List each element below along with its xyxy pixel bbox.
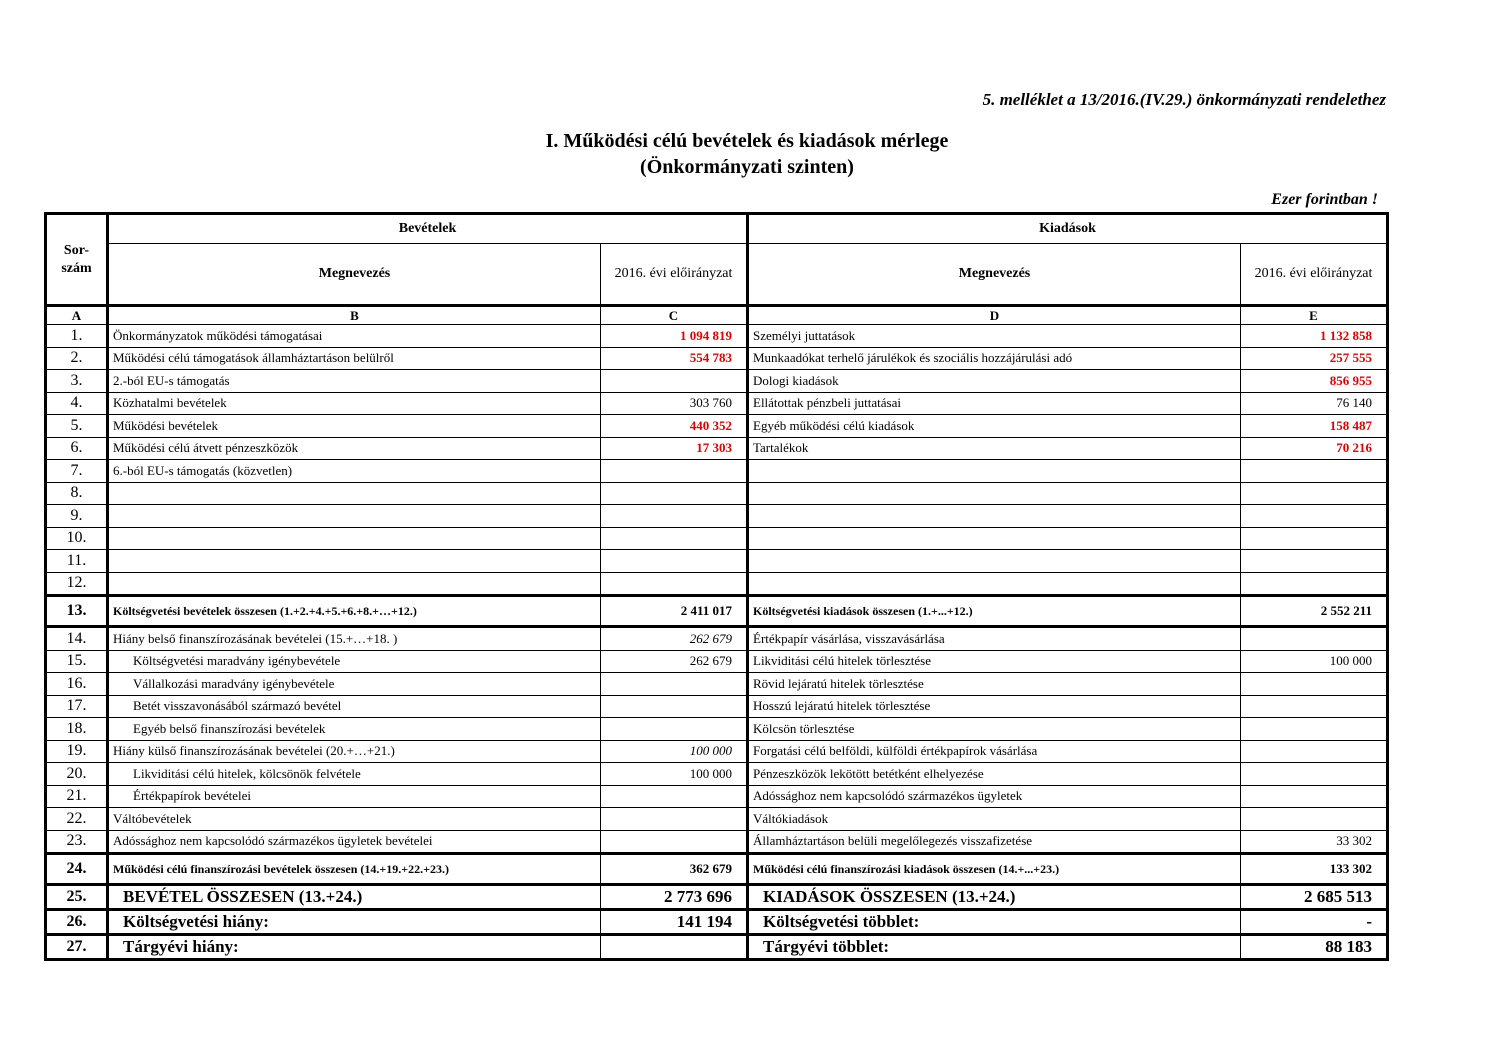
income-name: 2.-ból EU-s támogatás xyxy=(108,370,601,393)
row-number: 23. xyxy=(46,830,108,854)
header-income-name: Megnevezés xyxy=(108,244,601,306)
letter-a: A xyxy=(46,306,108,325)
expense-value xyxy=(1241,572,1388,596)
expense-name: Tartalékok xyxy=(748,437,1241,460)
expense-name xyxy=(748,505,1241,528)
expense-name: Ellátottak pénzbeli juttatásai xyxy=(748,392,1241,415)
expense-value xyxy=(1241,695,1388,718)
table-row xyxy=(46,572,1388,596)
row-number: 5. xyxy=(46,415,108,438)
header-income-group: Bevételek xyxy=(108,214,748,244)
income-value: 362 679 xyxy=(601,854,748,885)
header-expense-name: Megnevezés xyxy=(748,244,1241,306)
income-value: 2 411 017 xyxy=(601,596,748,627)
income-value: 100 000 xyxy=(601,740,748,763)
expense-value: 158 487 xyxy=(1241,415,1388,438)
letter-b: B xyxy=(108,306,601,325)
expense-name: Adóssághoz nem kapcsolódó származékos ügyletek xyxy=(748,785,1241,808)
table-row xyxy=(46,415,1388,438)
income-name: Egyéb belső finanszírozási bevételek xyxy=(108,718,601,741)
income-name: Adóssághoz nem kapcsolódó származékos ügyletek bevételei xyxy=(108,830,601,854)
expense-value xyxy=(1241,763,1388,786)
income-value: 303 760 xyxy=(601,392,748,415)
expense-name: Költségvetési kiadások összesen (1.+...+12.) xyxy=(748,596,1241,627)
expense-name xyxy=(748,527,1241,550)
expense-value xyxy=(1241,808,1388,831)
expense-value xyxy=(1241,550,1388,573)
row-number: 13. xyxy=(46,596,108,627)
table-row xyxy=(46,885,1388,910)
letter-c: C xyxy=(601,306,748,325)
table-row xyxy=(46,935,1388,960)
income-value xyxy=(601,505,748,528)
expense-value xyxy=(1241,627,1388,651)
income-name xyxy=(108,550,601,573)
row-number: 17. xyxy=(46,695,108,718)
income-name: Költségvetési hiány: xyxy=(108,910,601,935)
expense-value xyxy=(1241,718,1388,741)
table-row xyxy=(46,650,1388,673)
row-number: 12. xyxy=(46,572,108,596)
income-value: 440 352 xyxy=(601,415,748,438)
expense-name: Értékpapír vásárlása, visszavásárlása xyxy=(748,627,1241,651)
table-row xyxy=(46,370,1388,393)
expense-value xyxy=(1241,673,1388,696)
income-value: 100 000 xyxy=(601,763,748,786)
income-value xyxy=(601,527,748,550)
expense-name: Kölcsön törlesztése xyxy=(748,718,1241,741)
table-row xyxy=(46,695,1388,718)
income-value: 262 679 xyxy=(601,650,748,673)
table-row xyxy=(46,830,1388,854)
expense-name: Működési célú finanszírozási kiadások összesen (14.+...+23.) xyxy=(748,854,1241,885)
expense-name: Rövid lejáratú hitelek törlesztése xyxy=(748,673,1241,696)
income-name: Hiány külső finanszírozásának bevételei (20.+…+21.) xyxy=(108,740,601,763)
income-value: 17 303 xyxy=(601,437,748,460)
header-sorszam: Sor- szám xyxy=(46,214,108,306)
row-number: 8. xyxy=(46,482,108,505)
income-name: Működési célú finanszírozási bevételek összesen (14.+19.+22.+23.) xyxy=(108,854,601,885)
row-number: 7. xyxy=(46,460,108,483)
header-expense-group: Kiadások xyxy=(748,214,1388,244)
income-name: Váltóbevételek xyxy=(108,808,601,831)
expense-name: Költségvetési többlet: xyxy=(748,910,1241,935)
table-row xyxy=(46,325,1388,348)
income-value xyxy=(601,460,748,483)
expense-name: Pénzeszközök lekötött betétként elhelyezése xyxy=(748,763,1241,786)
expense-name: Likviditási célú hitelek törlesztése xyxy=(748,650,1241,673)
expense-name: Egyéb működési célú kiadások xyxy=(748,415,1241,438)
row-number: 25. xyxy=(46,885,108,910)
title-line-1: I. Működési célú bevételek és kiadások mérlege xyxy=(545,130,949,152)
income-name: Költségvetési maradvány igénybevétele xyxy=(108,650,601,673)
expense-value: 88 183 xyxy=(1241,935,1388,960)
row-number: 2. xyxy=(46,347,108,370)
row-number: 4. xyxy=(46,392,108,415)
expense-name xyxy=(748,572,1241,596)
row-number: 20. xyxy=(46,763,108,786)
row-number: 27. xyxy=(46,935,108,960)
income-name xyxy=(108,482,601,505)
income-name: Önkormányzatok működési támogatásai xyxy=(108,325,601,348)
row-number: 22. xyxy=(46,808,108,831)
expense-value: 257 555 xyxy=(1241,347,1388,370)
expense-name: Államháztartáson belüli megelőlegezés visszafizetése xyxy=(748,830,1241,854)
table-row xyxy=(46,673,1388,696)
expense-value: 2 552 211 xyxy=(1241,596,1388,627)
income-value xyxy=(601,572,748,596)
row-number: 26. xyxy=(46,910,108,935)
table-row xyxy=(46,808,1388,831)
row-number: 9. xyxy=(46,505,108,528)
income-value: 1 094 819 xyxy=(601,325,748,348)
income-name: Értékpapírok bevételei xyxy=(108,785,601,808)
expense-value xyxy=(1241,460,1388,483)
income-name: Működési célú támogatások államháztartáson belülről xyxy=(108,347,601,370)
table-row xyxy=(46,854,1388,885)
expense-name: Tárgyévi többlet: xyxy=(748,935,1241,960)
expense-name: KIADÁSOK ÖSSZESEN (13.+24.) xyxy=(748,885,1241,910)
income-value xyxy=(601,935,748,960)
title-line-2: (Önkormányzati szinten) xyxy=(640,156,854,178)
row-number: 18. xyxy=(46,718,108,741)
expense-value: 1 132 858 xyxy=(1241,325,1388,348)
income-name xyxy=(108,572,601,596)
income-name: BEVÉTEL ÖSSZESEN (13.+24.) xyxy=(108,885,601,910)
income-value xyxy=(601,673,748,696)
table-row xyxy=(46,718,1388,741)
expense-value: 2 685 513 xyxy=(1241,885,1388,910)
income-name: Vállalkozási maradvány igénybevétele xyxy=(108,673,601,696)
table-row xyxy=(46,763,1388,786)
table-row xyxy=(46,527,1388,550)
row-number: 11. xyxy=(46,550,108,573)
table-row xyxy=(46,550,1388,573)
expense-value: 133 302 xyxy=(1241,854,1388,885)
expense-name: Munkaadókat terhelő járulékok és szociális hozzájárulási adó xyxy=(748,347,1241,370)
expense-value xyxy=(1241,527,1388,550)
expense-name: Forgatási célú belföldi, külföldi értékpapírok vásárlása xyxy=(748,740,1241,763)
income-value: 262 679 xyxy=(601,627,748,651)
expense-name: Személyi juttatások xyxy=(748,325,1241,348)
income-name xyxy=(108,527,601,550)
expense-value xyxy=(1241,505,1388,528)
income-value xyxy=(601,785,748,808)
income-name: Likviditási célú hitelek, kölcsönök felvétele xyxy=(108,763,601,786)
annex-reference: 5. melléklet a 13/2016.(IV.29.) önkormányzati rendelethez xyxy=(982,90,1386,109)
income-value xyxy=(601,695,748,718)
expense-value: - xyxy=(1241,910,1388,935)
expense-name: Hosszú lejáratú hitelek törlesztése xyxy=(748,695,1241,718)
expense-value xyxy=(1241,482,1388,505)
unit-note: Ezer forintban ! xyxy=(1271,191,1378,208)
income-value xyxy=(601,718,748,741)
table-row xyxy=(46,596,1388,627)
row-number: 21. xyxy=(46,785,108,808)
table-row xyxy=(46,460,1388,483)
income-value: 2 773 696 xyxy=(601,885,748,910)
table-row xyxy=(46,437,1388,460)
income-name: 6.-ból EU-s támogatás (közvetlen) xyxy=(108,460,601,483)
income-value xyxy=(601,830,748,854)
income-value: 141 194 xyxy=(601,910,748,935)
income-name: Közhatalmi bevételek xyxy=(108,392,601,415)
row-number: 10. xyxy=(46,527,108,550)
table-row xyxy=(46,740,1388,763)
expense-value xyxy=(1241,740,1388,763)
income-name: Betét visszavonásából származó bevétel xyxy=(108,695,601,718)
income-name: Tárgyévi hiány: xyxy=(108,935,601,960)
expense-value: 100 000 xyxy=(1241,650,1388,673)
expense-value xyxy=(1241,785,1388,808)
income-name: Működési bevételek xyxy=(108,415,601,438)
income-value xyxy=(601,550,748,573)
income-name xyxy=(108,505,601,528)
income-value xyxy=(601,370,748,393)
table-row xyxy=(46,392,1388,415)
income-value xyxy=(601,482,748,505)
letter-d: D xyxy=(748,306,1241,325)
letter-e: E xyxy=(1241,306,1388,325)
expense-value: 856 955 xyxy=(1241,370,1388,393)
row-number: 16. xyxy=(46,673,108,696)
table-row xyxy=(46,505,1388,528)
row-number: 3. xyxy=(46,370,108,393)
table-row xyxy=(46,910,1388,935)
income-name: Működési célú átvett pénzeszközök xyxy=(108,437,601,460)
row-number: 24. xyxy=(46,854,108,885)
row-number: 14. xyxy=(46,627,108,651)
expense-value: 76 140 xyxy=(1241,392,1388,415)
row-number: 1. xyxy=(46,325,108,348)
expense-value: 70 216 xyxy=(1241,437,1388,460)
expense-name: Dologi kiadások xyxy=(748,370,1241,393)
header-expense-value: 2016. évi előirányzat xyxy=(1241,244,1388,306)
header-income-value: 2016. évi előirányzat xyxy=(601,244,748,306)
table-row xyxy=(46,347,1388,370)
page-title xyxy=(0,128,1494,180)
row-number: 15. xyxy=(46,650,108,673)
expense-name xyxy=(748,460,1241,483)
row-number: 6. xyxy=(46,437,108,460)
income-name: Hiány belső finanszírozásának bevételei (15.+…+18. ) xyxy=(108,627,601,651)
balance-table xyxy=(44,212,1389,961)
expense-name xyxy=(748,550,1241,573)
row-number: 19. xyxy=(46,740,108,763)
expense-name xyxy=(748,482,1241,505)
table-row xyxy=(46,785,1388,808)
expense-name: Váltókiadások xyxy=(748,808,1241,831)
income-name: Költségvetési bevételek összesen (1.+2.+4.+5.+6.+8.+…+12.) xyxy=(108,596,601,627)
table-row xyxy=(46,482,1388,505)
income-value: 554 783 xyxy=(601,347,748,370)
expense-value: 33 302 xyxy=(1241,830,1388,854)
income-value xyxy=(601,808,748,831)
table-row xyxy=(46,627,1388,651)
